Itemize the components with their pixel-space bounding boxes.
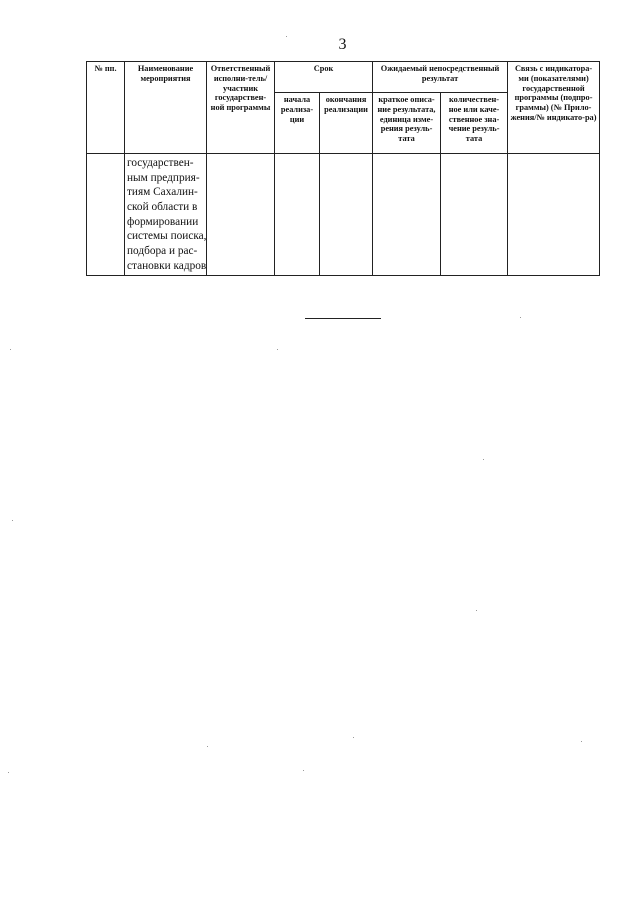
header-indicator-link: Связь с индикатора-ми (показателями) государственной программы (подпро-граммы) (№ Прило-жения/№ индикато-ра) [508, 62, 600, 154]
measure-name-line: системы поиска, [127, 230, 207, 243]
measure-name-line: формировании [127, 215, 199, 228]
page-number: 3 [338, 36, 347, 53]
scan-speck [353, 737, 354, 738]
header-number: № пп. [87, 62, 125, 154]
cell-term-end [320, 154, 373, 276]
measure-name-line: тиям Сахалин- [127, 186, 198, 199]
scan-speck [581, 741, 582, 742]
scan-speck [277, 349, 278, 350]
header-responsible: Ответственный исполни-тель/участник государствен-ной программы [207, 62, 275, 154]
cell-number [87, 154, 125, 276]
cell-responsible [207, 154, 275, 276]
header-expected-result: Ожидаемый непосредственный результат [373, 62, 508, 93]
cell-term-start [275, 154, 320, 276]
scan-speck [8, 772, 9, 773]
cell-indicator-link [508, 154, 600, 276]
header-result-value: количествен-ное или каче-ственное зна-чение резуль-тата [441, 93, 508, 154]
cell-measure-name [125, 154, 207, 276]
cell-result-value [441, 154, 508, 276]
header-term-end: окончания реализации [320, 93, 373, 154]
measure-name-line: ным предприя- [127, 171, 200, 184]
measure-name-line: ской области в [127, 201, 198, 214]
header-term: Срок [275, 62, 373, 93]
table-row [87, 154, 600, 276]
measures-table [86, 61, 600, 276]
end-separator-line [305, 318, 381, 319]
scan-speck [520, 317, 521, 318]
scan-speck [12, 520, 13, 521]
scan-speck [476, 610, 477, 611]
cell-result-brief [373, 154, 441, 276]
scan-speck [303, 770, 304, 771]
scan-speck [286, 36, 287, 37]
header-term-start: начала реализа-ции [275, 93, 320, 154]
measure-name-line: государствен- [127, 157, 194, 169]
scan-speck [483, 459, 484, 460]
scan-speck [10, 349, 11, 350]
measure-name-line: становки кадров [127, 259, 207, 272]
header-measure-name: Наименование мероприятия [125, 62, 207, 154]
header-result-brief: краткое описа-ние результата, единица изме-рения резуль-тата [373, 93, 441, 154]
scan-speck [207, 746, 208, 747]
measure-name-line: подбора и рас- [127, 245, 198, 258]
